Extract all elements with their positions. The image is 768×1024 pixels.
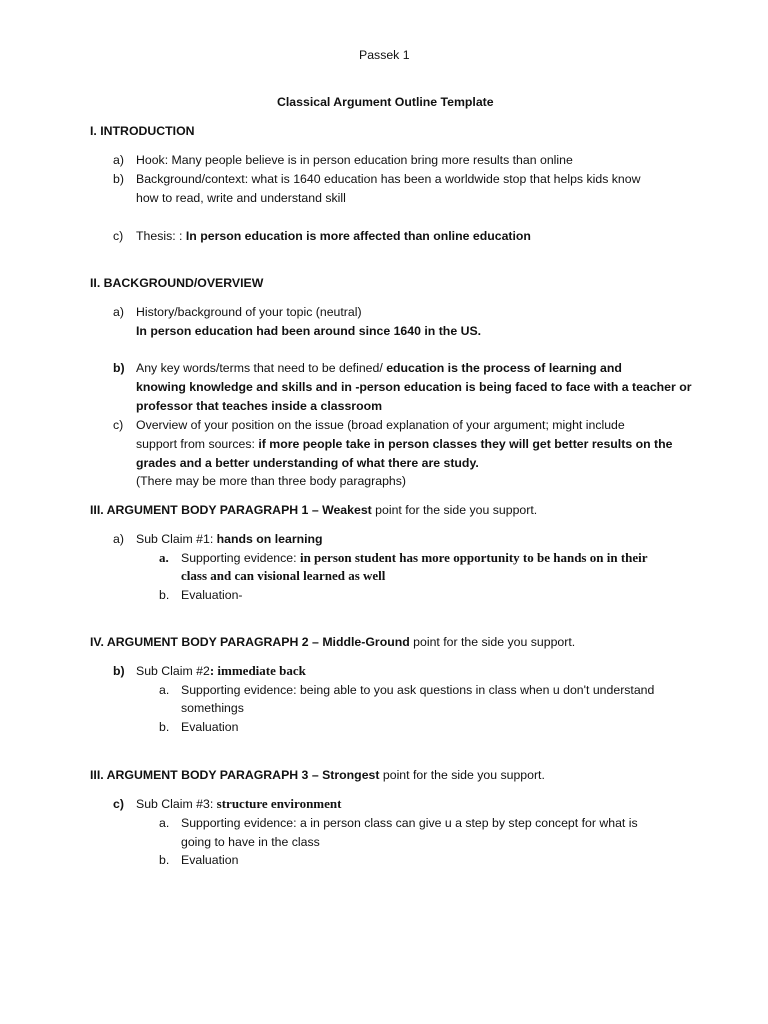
evidence-1-label: Supporting evidence: xyxy=(181,551,300,565)
history-prompt: History/background of your topic (neutral) xyxy=(136,305,362,319)
key-terms-prompt: Any key words/terms that need to be defined/ xyxy=(136,361,387,375)
sub-claim-1 xyxy=(136,530,323,548)
evidence-2: Supporting evidence: being able to you ask questions in class when u don't understand xyxy=(181,683,655,697)
thesis-line xyxy=(136,227,531,245)
sub-claim-3 xyxy=(136,795,341,813)
key-terms-answer-cont: professor that teaches inside a classroom xyxy=(136,399,383,413)
document-title: Classical Argument Outline Template xyxy=(277,95,494,109)
overview-note: (There may be more than three body paragraphs) xyxy=(136,474,406,488)
thesis-statement: In person education is more affected than online education xyxy=(185,229,531,243)
section-heading-body-2 xyxy=(90,633,575,651)
sub-claim-1-label: Sub Claim #1: xyxy=(136,532,217,546)
sub-claim-1-value: hands on learning xyxy=(216,532,323,546)
list-marker: a) xyxy=(113,532,124,546)
key-terms-line xyxy=(136,359,622,377)
overview-prompt: Overview of your position on the issue (broad explanation of your argument; might include xyxy=(136,418,625,432)
overview-answer: if more people take in person classes they will get better results on the xyxy=(258,437,673,451)
list-marker: a. xyxy=(159,683,170,697)
history-answer: In person education had been around since 1640 in the US. xyxy=(136,324,482,338)
body-1-heading-bold: III. ARGUMENT BODY PARAGRAPH 1 – Weakest xyxy=(90,503,372,517)
list-marker: a) xyxy=(113,153,124,167)
evidence-3: Supporting evidence: a in person class can give u a step by step concept for what is xyxy=(181,816,638,830)
evaluation-1: Evaluation- xyxy=(181,588,243,602)
list-marker: b) xyxy=(113,664,125,678)
list-marker: b. xyxy=(159,720,170,734)
sub-claim-3-label: Sub Claim #3: xyxy=(136,797,217,811)
list-marker: a. xyxy=(159,816,170,830)
evidence-1-value: in person student has more opportunity to be hands on in their xyxy=(299,550,648,565)
sub-claim-3-value: structure environment xyxy=(216,796,342,811)
evaluation-2: Evaluation xyxy=(181,720,239,734)
evidence-3-cont: going to have in the class xyxy=(181,835,320,849)
section-heading-introduction: I. INTRODUCTION xyxy=(90,124,195,138)
list-marker: c) xyxy=(113,229,124,243)
list-marker: c) xyxy=(113,797,124,811)
overview-line xyxy=(136,435,672,453)
overview-answer-cont: grades and a better understanding of what there are study. xyxy=(136,456,479,470)
body-3-heading-bold: III. ARGUMENT BODY PARAGRAPH 3 – Strongest xyxy=(90,768,380,782)
hook-text: Hook: Many people believe is in person education bring more results than online xyxy=(136,153,573,167)
list-marker: b) xyxy=(113,172,124,186)
key-terms-answer: education is the process of learning and xyxy=(386,361,622,375)
list-marker: b. xyxy=(159,853,170,867)
overview-prompt-cont: support from sources: xyxy=(136,437,259,451)
page-header: Passek 1 xyxy=(359,48,410,62)
background-context-text-cont: how to read, write and understand skill xyxy=(136,191,346,205)
body-1-heading-rest: point for the side you support. xyxy=(371,503,538,517)
sub-claim-2-label: Sub Claim #2 xyxy=(136,664,210,678)
list-marker: a. xyxy=(159,550,169,565)
background-context-text: Background/context: what is 1640 education has been a worldwide stop that helps kids know xyxy=(136,172,641,186)
key-terms-answer-cont: knowing knowledge and skills and in -person education is being faced to face with a teacher or xyxy=(136,380,692,394)
section-heading-body-1 xyxy=(90,501,537,519)
section-heading-body-3 xyxy=(90,766,545,784)
body-3-heading-rest: point for the side you support. xyxy=(379,768,545,782)
body-2-heading-bold: IV. ARGUMENT BODY PARAGRAPH 2 – Middle-Ground xyxy=(90,635,410,649)
evidence-1-value-cont: class and can visional learned as well xyxy=(181,568,386,583)
sub-claim-2 xyxy=(136,662,306,680)
list-marker: b) xyxy=(113,361,125,375)
sub-claim-2-value: : immediate back xyxy=(209,663,306,678)
evaluation-3: Evaluation xyxy=(181,853,239,867)
thesis-label: Thesis: : xyxy=(136,229,186,243)
evidence-1 xyxy=(181,549,648,567)
list-marker: c) xyxy=(113,418,124,432)
body-2-heading-rest: point for the side you support. xyxy=(409,635,576,649)
list-marker: b. xyxy=(159,588,170,602)
list-marker: a) xyxy=(113,305,124,319)
section-heading-background: II. BACKGROUND/OVERVIEW xyxy=(90,276,264,290)
evidence-2-cont: somethings xyxy=(181,701,244,715)
